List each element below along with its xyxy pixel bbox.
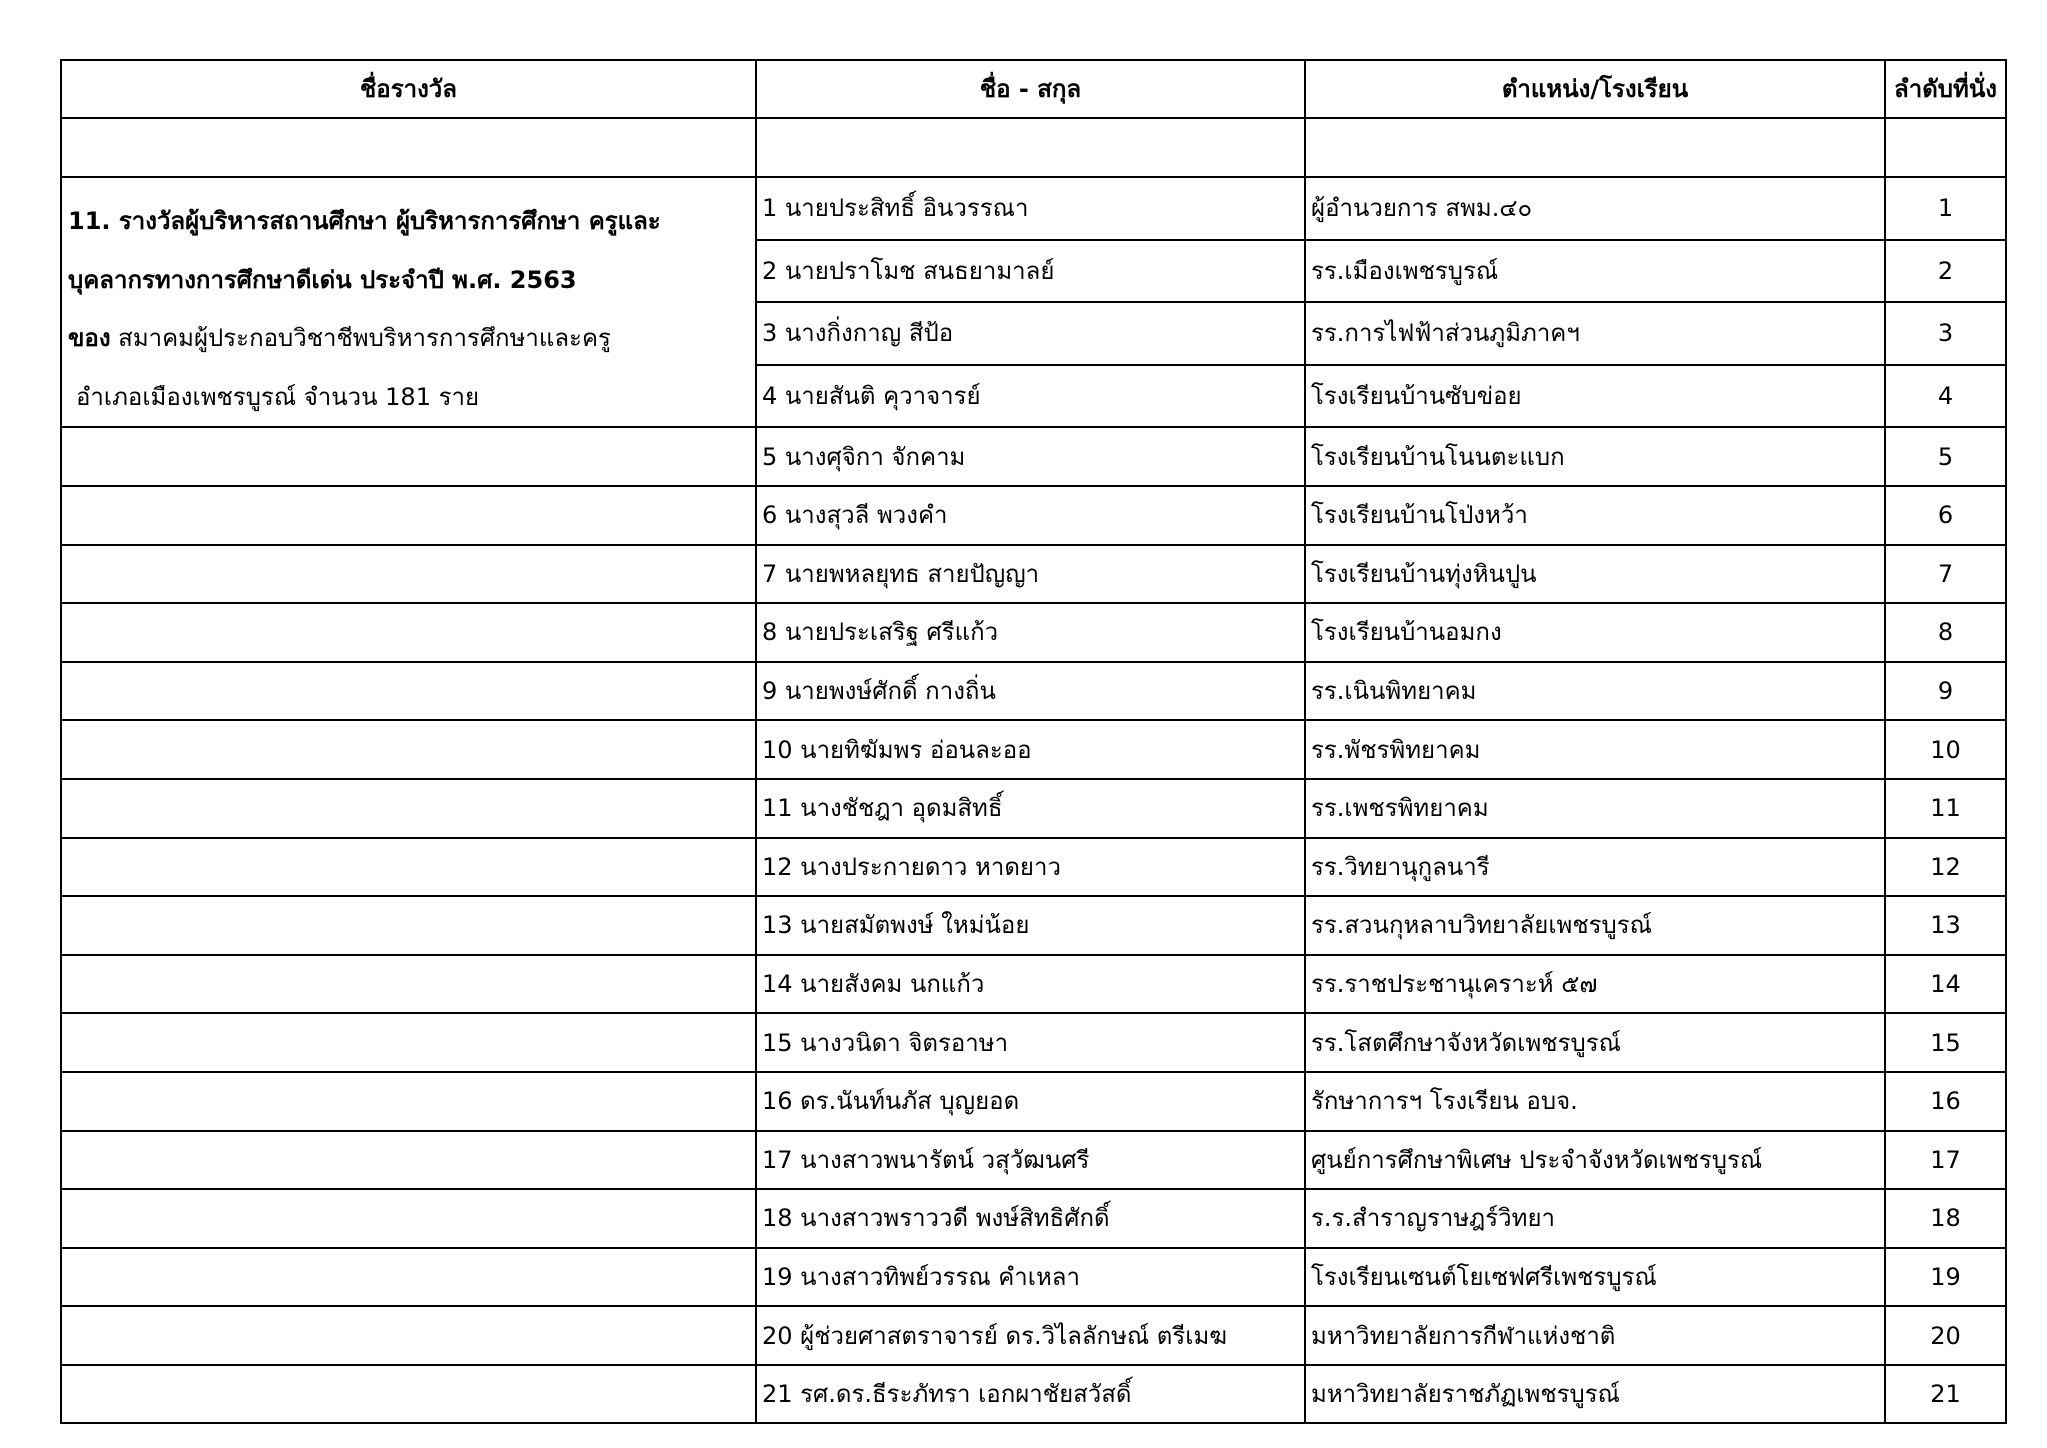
table-row	[61, 545, 2006, 604]
award-line-3-bold: ของ	[68, 324, 111, 353]
seat-number: 16	[1885, 1072, 2006, 1131]
seat-number: 4	[1885, 365, 2006, 428]
recipient-position: รร.พัชรพิทยาคม	[1305, 720, 1885, 779]
header-seat: ลำดับที่นั่ง	[1885, 60, 2006, 118]
table-row	[61, 1072, 2006, 1131]
seat-number: 3	[1885, 302, 2006, 365]
blank-cell	[61, 118, 756, 177]
recipient-position: รร.เพชรพิทยาคม	[1305, 779, 1885, 838]
recipient-position: รร.เนินพิทยาคม	[1305, 662, 1885, 721]
recipient-name: 19 นางสาวทิพย์วรรณ คำเหลา	[756, 1248, 1305, 1307]
recipient-position: โรงเรียนเซนต์โยเซฟศรีเพชรบูรณ์	[1305, 1248, 1885, 1307]
seat-number: 11	[1885, 779, 2006, 838]
seat-number: 21	[1885, 1365, 2006, 1424]
award-empty-cell	[61, 779, 756, 838]
recipient-position: โรงเรียนบ้านโป่งหว้า	[1305, 486, 1885, 545]
award-empty-cell	[61, 1072, 756, 1131]
award-empty-cell	[61, 1189, 756, 1248]
table-row	[61, 720, 2006, 779]
award-empty-cell	[61, 486, 756, 545]
recipient-position: โรงเรียนบ้านทุ่งหินปูน	[1305, 545, 1885, 604]
recipient-name: 3 นางกิ่งกาญ สีป้อ	[756, 302, 1305, 365]
seat-number: 9	[1885, 662, 2006, 721]
recipient-name: 2 นายปราโมช สนธยามาลย์	[756, 240, 1305, 303]
recipient-position: ผู้อำนวยการ สพม.๔๐	[1305, 177, 1885, 240]
header-name: ชื่อ - สกุล	[756, 60, 1305, 118]
seat-number: 20	[1885, 1306, 2006, 1365]
award-empty-cell	[61, 1365, 756, 1424]
table-row	[61, 1013, 2006, 1072]
recipient-position: โรงเรียนบ้านโนนตะแบก	[1305, 427, 1885, 486]
award-empty-cell	[61, 603, 756, 662]
recipient-name: 15 นางวนิดา จิตรอาษา	[756, 1013, 1305, 1072]
table-row	[61, 603, 2006, 662]
table-row	[61, 1131, 2006, 1190]
table-row	[61, 427, 2006, 486]
blank-cell	[756, 118, 1305, 177]
table-row	[61, 779, 2006, 838]
recipient-name: 18 นางสาวพราววดี พงษ์สิทธิศักดิ์	[756, 1189, 1305, 1248]
recipient-position: รักษาการฯ โรงเรียน อบจ.	[1305, 1072, 1885, 1131]
recipient-position: มหาวิทยาลัยการกีฬาแห่งชาติ	[1305, 1306, 1885, 1365]
table-row	[61, 486, 2006, 545]
award-empty-cell	[61, 720, 756, 779]
recipient-position: รร.ราชประชานุเคราะห์ ๕๗	[1305, 955, 1885, 1014]
recipient-position: รร.วิทยานุกูลนารี	[1305, 838, 1885, 897]
recipient-name: 16 ดร.นันท์นภัส บุญยอด	[756, 1072, 1305, 1131]
seat-number: 5	[1885, 427, 2006, 486]
recipient-name: 20 ผู้ช่วยศาสตราจารย์ ดร.วิไลลักษณ์ ตรีเมฆ	[756, 1306, 1305, 1365]
seat-number: 2	[1885, 240, 2006, 303]
award-empty-cell	[61, 545, 756, 604]
recipient-name: 14 นายสังคม นกแก้ว	[756, 955, 1305, 1014]
recipient-name: 7 นายพหลยุทธ สายปัญญา	[756, 545, 1305, 604]
seat-number: 7	[1885, 545, 2006, 604]
recipient-name: 5 นางศุจิกา จักคาม	[756, 427, 1305, 486]
award-line-4	[68, 368, 750, 427]
recipient-name: 12 นางประกายดาว หาดยาว	[756, 838, 1305, 897]
recipient-position: ศูนย์การศึกษาพิเศษ ประจำจังหวัดเพชรบูรณ์	[1305, 1131, 1885, 1190]
seat-number: 17	[1885, 1131, 2006, 1190]
award-empty-cell	[61, 1248, 756, 1307]
award-line-2-text: บุคลากรทางการศึกษาดีเด่น ประจำปี พ.ศ. 2563	[68, 265, 577, 294]
award-empty-cell	[61, 1013, 756, 1072]
award-line-1-text: 11. รางวัลผู้บริหารสถานศึกษา ผู้บริหารการศึกษา ครูและ	[68, 207, 661, 235]
header-award: ชื่อรางวัล	[61, 60, 756, 118]
award-empty-cell	[61, 662, 756, 721]
recipient-name: 1 นายประสิทธิ์ อินวรรณา	[756, 177, 1305, 240]
award-title-cell	[61, 177, 756, 427]
blank-cell	[1885, 118, 2006, 177]
seat-number: 8	[1885, 603, 2006, 662]
recipient-position: มหาวิทยาลัยราชภัฏเพชรบูรณ์	[1305, 1365, 1885, 1424]
award-empty-cell	[61, 1306, 756, 1365]
table-row	[61, 896, 2006, 955]
table-body	[61, 118, 2006, 1423]
award-empty-cell	[61, 1131, 756, 1190]
table-row	[61, 955, 2006, 1014]
blank-row	[61, 118, 2006, 177]
seat-number: 6	[1885, 486, 2006, 545]
recipient-name: 10 นายทิฆัมพร อ่อนละออ	[756, 720, 1305, 779]
header-position: ตำแหน่ง/โรงเรียน	[1305, 60, 1885, 118]
recipient-position: โรงเรียนบ้านซับข่อย	[1305, 365, 1885, 428]
table-row	[61, 1189, 2006, 1248]
table-row	[61, 1248, 2006, 1307]
seat-number: 14	[1885, 955, 2006, 1014]
table-row	[61, 1306, 2006, 1365]
seat-number: 10	[1885, 720, 2006, 779]
award-line-3	[68, 309, 750, 368]
recipient-name: 11 นางชัชฎา อุดมสิทธิ์	[756, 779, 1305, 838]
recipient-position: รร.การไฟฟ้าส่วนภูมิภาคฯ	[1305, 302, 1885, 365]
recipient-name: 13 นายสมัตพงษ์ ใหม่น้อย	[756, 896, 1305, 955]
recipient-name: 17 นางสาวพนารัตน์ วสุวัฒนศรี	[756, 1131, 1305, 1190]
recipient-name: 4 นายสันติ คุวาจารย์	[756, 365, 1305, 428]
award-empty-cell	[61, 955, 756, 1014]
award-empty-cell	[61, 896, 756, 955]
award-line-4-text: อำเภอเมืองเพชรบูรณ์ จำนวน 181 ราย	[76, 382, 480, 411]
recipient-name: 8 นายประเสริฐ ศรีแก้ว	[756, 603, 1305, 662]
seat-number: 12	[1885, 838, 2006, 897]
seat-number: 13	[1885, 896, 2006, 955]
award-line-2	[68, 251, 750, 310]
seat-number: 1	[1885, 177, 2006, 240]
recipient-position: รร.สวนกุหลาบวิทยาลัยเพชรบูรณ์	[1305, 896, 1885, 955]
award-empty-cell	[61, 427, 756, 486]
award-line-1	[68, 192, 750, 251]
recipient-name: 21 รศ.ดร.ธีระภัทรา เอกผาชัยสวัสดิ์	[756, 1365, 1305, 1424]
recipient-position: ร.ร.สำราญราษฎร์วิทยา	[1305, 1189, 1885, 1248]
recipient-position: รร.โสตศึกษาจังหวัดเพชรบูรณ์	[1305, 1013, 1885, 1072]
recipient-position: โรงเรียนบ้านอมกง	[1305, 603, 1885, 662]
recipient-position: รร.เมืองเพชรบูรณ์	[1305, 240, 1885, 303]
recipient-name: 6 นางสุวลี พวงคำ	[756, 486, 1305, 545]
seat-number: 19	[1885, 1248, 2006, 1307]
award-recipients-table	[60, 59, 2007, 1424]
seat-number: 18	[1885, 1189, 2006, 1248]
recipient-name: 9 นายพงษ์ศักดิ์ กางถิ่น	[756, 662, 1305, 721]
table-row	[61, 177, 2006, 240]
table-header	[61, 60, 2006, 118]
table-row	[61, 662, 2006, 721]
seat-number: 15	[1885, 1013, 2006, 1072]
table-row	[61, 838, 2006, 897]
table-row	[61, 1365, 2006, 1424]
award-empty-cell	[61, 838, 756, 897]
award-line-3-text: สมาคมผู้ประกอบวิชาชีพบริหารการศึกษาและครู	[110, 324, 611, 353]
header-row	[61, 60, 2006, 118]
blank-cell	[1305, 118, 1885, 177]
